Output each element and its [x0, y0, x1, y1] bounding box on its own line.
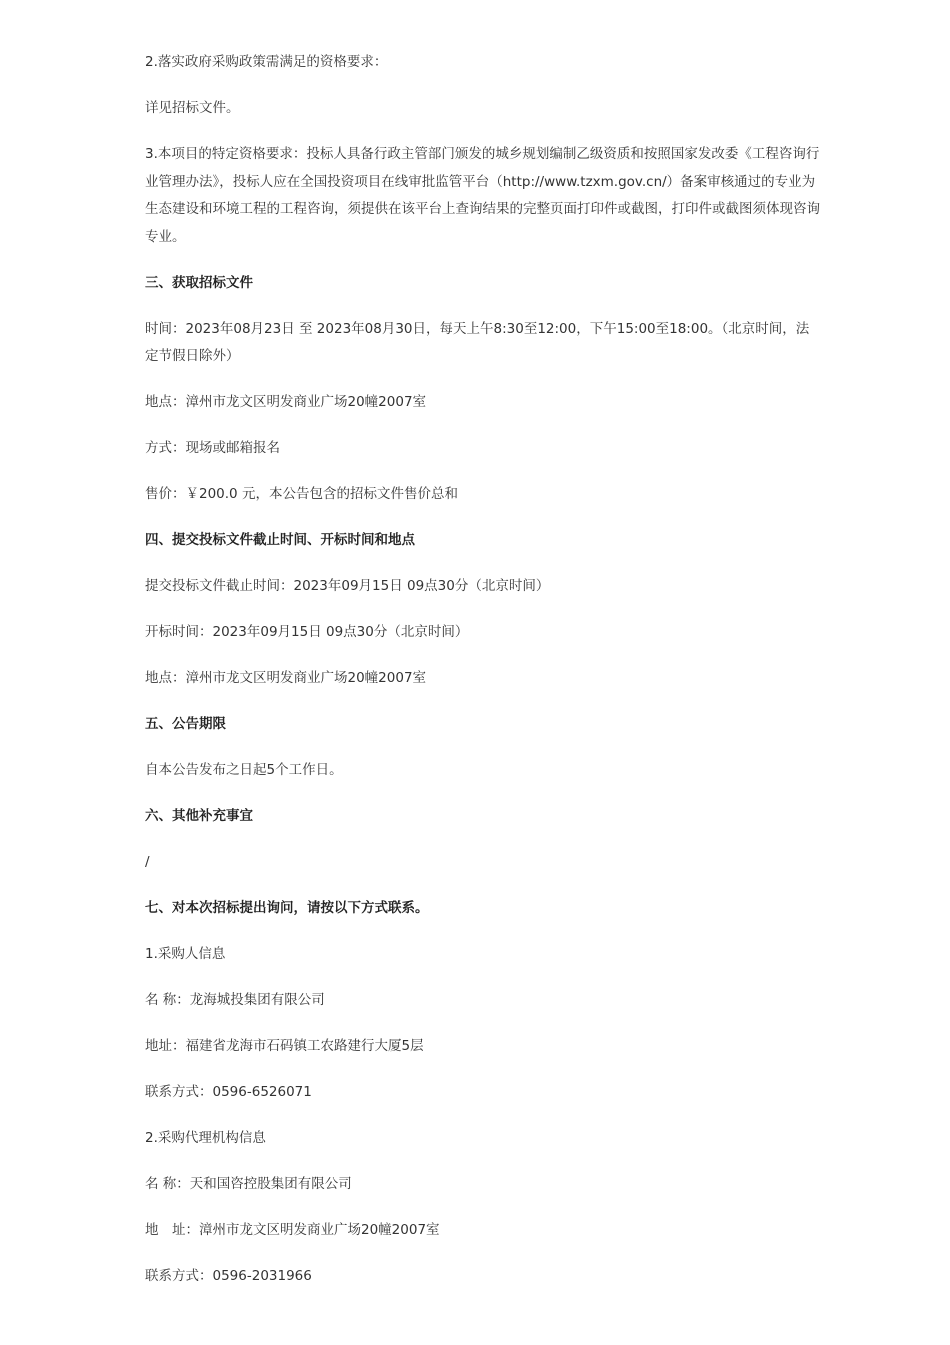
obtain-time-text: 时间：2023年08月23日 至 2023年08月30日，每天上午8:30至12:00，下午15:00至18:00。（北京时间，法定节假日除外） [145, 320, 810, 365]
agency-title-text: 2.采购代理机构信息 [145, 1130, 266, 1147]
policy-requirement-text: 2.落实政府采购政策需满足的资格要求： [145, 54, 388, 70]
opening-time-text: 开标时间：2023年09月15日 09点30分（北京时间） [145, 624, 469, 641]
notice-period-text: 自本公告发布之日起5个工作日。 [145, 762, 343, 779]
submit-deadline-text: 提交投标文件截止时间：2023年09月15日 09点30分（北京时间） [145, 578, 550, 595]
section-heading-submission: 四、提交投标文件截止时间、开标时间和地点 [145, 532, 415, 549]
purchaser-name-text: 名 称：龙海城投集团有限公司 [145, 992, 325, 1009]
section-heading-contact: 七、对本次招标提出询问，请按以下方式联系。 [145, 900, 429, 917]
agency-contact-text: 联系方式：0596-2031966 [145, 1268, 312, 1284]
supplement-text: / [145, 854, 150, 871]
agency-name-text: 名 称：天和国咨控股集团有限公司 [145, 1176, 352, 1193]
section-heading-notice-period: 五、公告期限 [145, 716, 226, 733]
purchaser-contact-text: 联系方式：0596-6526071 [145, 1084, 312, 1101]
obtain-place-text: 地点：漳州市龙文区明发商业广场20幢2007室 [145, 394, 427, 411]
obtain-method-text: 方式：现场或邮箱报名 [145, 440, 280, 457]
opening-place-text: 地点：漳州市龙文区明发商业广场20幢2007室 [145, 670, 427, 687]
section-heading-supplement: 六、其他补充事宜 [145, 808, 253, 825]
policy-detail-text: 详见招标文件。 [145, 99, 240, 116]
specific-requirement-text: 3.本项目的特定资格要求：投标人具备行政主管部门颁发的城乡规划编制乙级资质和按照国家发改委《工程咨询行业管理办法》，投标人应在全国投资项目在线审批监管平台（http://www.tzxm.gov.cn/）备案审核通过的专业为生态建设和环境工程的工程咨询，须提供在该平台上查询结果的完整页面打印件或截图，打印件或截图须体现咨询专业。 [145, 145, 820, 245]
purchaser-address-text: 地址：福建省龙海市石码镇工农路建行大厦5层 [145, 1038, 424, 1055]
obtain-price-text: 售价：￥200.0 元，本公告包含的招标文件售价总和 [145, 486, 458, 503]
agency-address-text: 地 址：漳州市龙文区明发商业广场20幢2007室 [145, 1222, 440, 1239]
section-heading-obtain-documents: 三、获取招标文件 [145, 274, 253, 291]
purchaser-title-text: 1.采购人信息 [145, 946, 226, 963]
